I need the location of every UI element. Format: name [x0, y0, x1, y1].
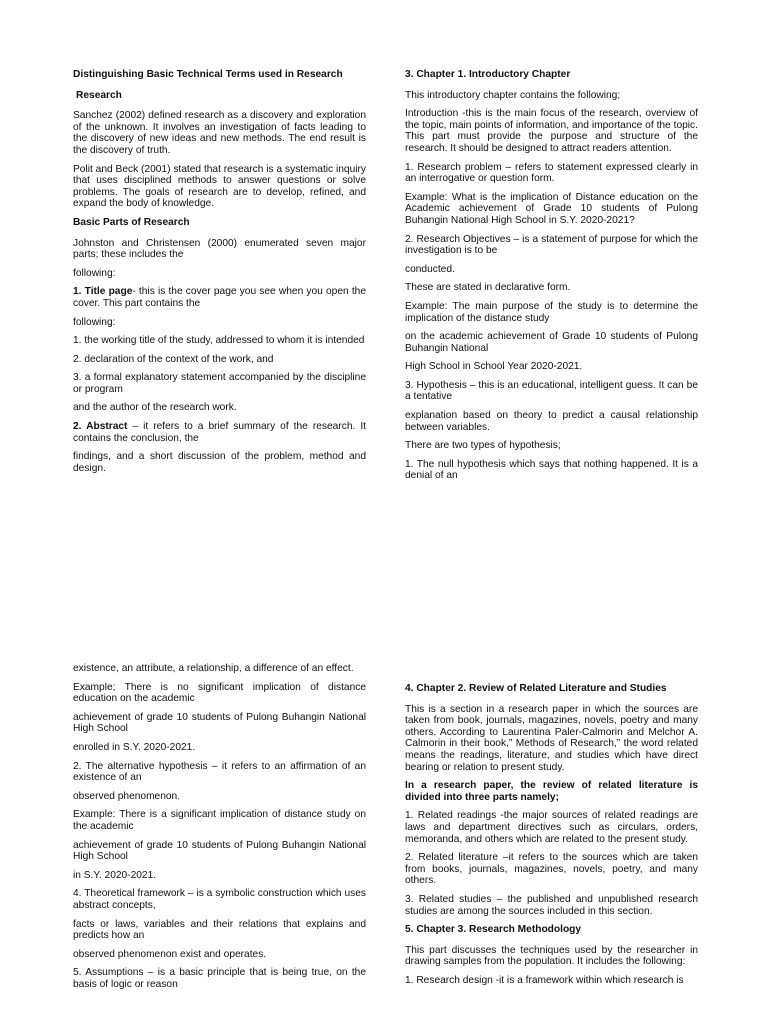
- paragraph: 2. Research Objectives – is a statement of purpose for which the investigation is to be: [405, 233, 698, 257]
- paragraph: 3. a formal explanatory statement accompanied by the discipline or program: [73, 372, 366, 395]
- paragraph: 2. The alternative hypothesis – it refers to an affirmation of an existence of an: [73, 760, 366, 784]
- section-heading-basic-parts: Basic Parts of Research: [73, 216, 190, 228]
- term-text: - this is the cover page you see when you open the cover. This part contains the: [73, 286, 366, 309]
- paragraph: This introductory chapter contains the following;: [405, 89, 621, 101]
- paragraph: observed phenomenon exist and operates.: [73, 948, 267, 960]
- term-label: 1. Title page: [73, 286, 133, 298]
- paragraph: 1. The null hypothesis which says that nothing happened. It is a denial of an: [405, 458, 698, 482]
- paragraph: Polit and Beck (2001) stated that research is a systematic inquiry that uses disciplined methods to answer questions or solve problems. The goals of research are to develop, refined, and expand the body of knowledge.: [73, 163, 366, 210]
- paragraph: achievement of grade 10 students of Pulong Buhangin National High School: [73, 711, 366, 735]
- column-top-left: [73, 69, 366, 481]
- paragraph: This is a section in a research paper in which the sources are taken from book, journals, magazines, novels, poetry and many others. According to Laurentina Paler-Calmorin and Melchor A. Calmorin in their book,” Methods of Research,” the word related means the readings, literature, and studies which have direct bearing or relation to present study.: [405, 703, 698, 773]
- paragraph: Sanchez (2002) defined research as a discovery and exploration of the unknown. It involves an investigation of facts leading to the discovery of new ideas and new methods. The end result is the discovery of truth.: [73, 110, 366, 156]
- paragraph: explanation based on theory to predict a causal relationship between variables.: [405, 410, 698, 433]
- paragraph: achievement of grade 10 students of Pulong Buhangin National High School: [73, 839, 366, 863]
- paragraph: Example: There is a significant implication of distance study on the academic: [73, 809, 366, 832]
- paragraph: conducted.: [405, 263, 455, 275]
- paragraph: on the academic achievement of Grade 10 students of Pulong Buhangin National: [405, 331, 698, 354]
- paragraph: in S.Y. 2020-2021.: [73, 869, 157, 881]
- paragraph: These are stated in declarative form.: [405, 282, 571, 294]
- paragraph: 4. Theoretical framework – is a symbolic construction which uses abstract concepts,: [73, 888, 366, 911]
- paragraph: 2. Related literature –it refers to the sources which are taken from books, journals, magazines, novels, poetry, and many others.: [405, 852, 698, 887]
- paragraph: 1. Related readings -the major sources of related readings are laws and department directives such as circulars, orders, memoranda, and others which are related to the present study.: [405, 810, 698, 845]
- paragraph: Introduction -this is the main focus of the research, overview of the topic, main points of information, and importance of the topic. This part must provide the purpose and structure of the research. It should be designed to attract readers attention.: [405, 108, 698, 154]
- paragraph: 3. Related studies – the published and unpublished research studies are among the sources included in this section.: [405, 893, 698, 917]
- paragraph: following:: [73, 316, 116, 328]
- section-heading-chapter-1: 3. Chapter 1. Introductory Chapter: [405, 69, 571, 80]
- paragraph: Example; There is no significant implication of distance education on the academic: [73, 681, 366, 705]
- section-heading-research: Research: [76, 89, 122, 101]
- paragraph: enrolled in S.Y. 2020-2021.: [73, 741, 196, 753]
- paragraph: 1. the working title of the study, addressed to whom it is intended: [73, 335, 365, 347]
- paragraph: 2. declaration of the context of the work, and: [73, 353, 274, 365]
- paragraph-bold: In a research paper, the review of related literature is divided into three parts namely;: [405, 780, 698, 803]
- paragraph: Example: What is the implication of Distance education on the Academic achievement of Grade 10 students of Pulong Buhangin National High School in S.Y. 2020-2021?: [405, 191, 698, 226]
- section-heading-chapter-2: 4. Chapter 2. Review of Related Literature and Studies: [405, 683, 667, 694]
- paragraph: High School in School Year 2020-2021.: [405, 361, 583, 373]
- paragraph-abstract: [73, 421, 366, 444]
- paragraph-title-page: [73, 286, 366, 309]
- paragraph: 3. Hypothesis – this is an educational, intelligent guess. It can be a tentative: [405, 379, 698, 403]
- paragraph: observed phenomenon.: [73, 790, 181, 802]
- column-bottom-left: [73, 663, 366, 997]
- paragraph: Johnston and Christensen (2000) enumerated seven major parts; these includes the: [73, 237, 366, 261]
- paragraph: facts or laws, variables and their relations that explains and predicts how an: [73, 918, 366, 942]
- paragraph: Example: The main purpose of the study is to determine the implication of the distance study: [405, 300, 698, 324]
- paragraph: existence, an attribute, a relationship, a difference of an effect.: [73, 663, 354, 674]
- paragraph: findings, and a short discussion of the problem, method and design.: [73, 451, 366, 474]
- paragraph: 1. Research design -it is a framework within which research is: [405, 974, 684, 986]
- section-heading-chapter-3: 5. Chapter 3. Research Methodology: [405, 924, 582, 936]
- paragraph: This part discusses the techniques used by the researcher in drawing samples from the population. It includes the following:: [405, 944, 698, 968]
- paragraph: and the author of the research work.: [73, 402, 237, 414]
- term-label: 2. Abstract: [73, 421, 128, 433]
- paragraph: following:: [73, 267, 116, 279]
- paragraph: 1. Research problem – refers to statement expressed clearly in an interrogative or question form.: [405, 161, 698, 185]
- paragraph: There are two types of hypothesis;: [405, 440, 561, 452]
- paragraph: 5. Assumptions – is a basic principle that is being true, on the basis of logic or reason: [73, 967, 366, 990]
- column-top-right: [405, 69, 698, 489]
- document-title: Distinguishing Basic Technical Terms used in Research: [73, 69, 343, 80]
- column-bottom-right: [405, 683, 698, 993]
- term-text: – it refers to a brief summary of the research. It contains the conclusion, the: [73, 421, 366, 444]
